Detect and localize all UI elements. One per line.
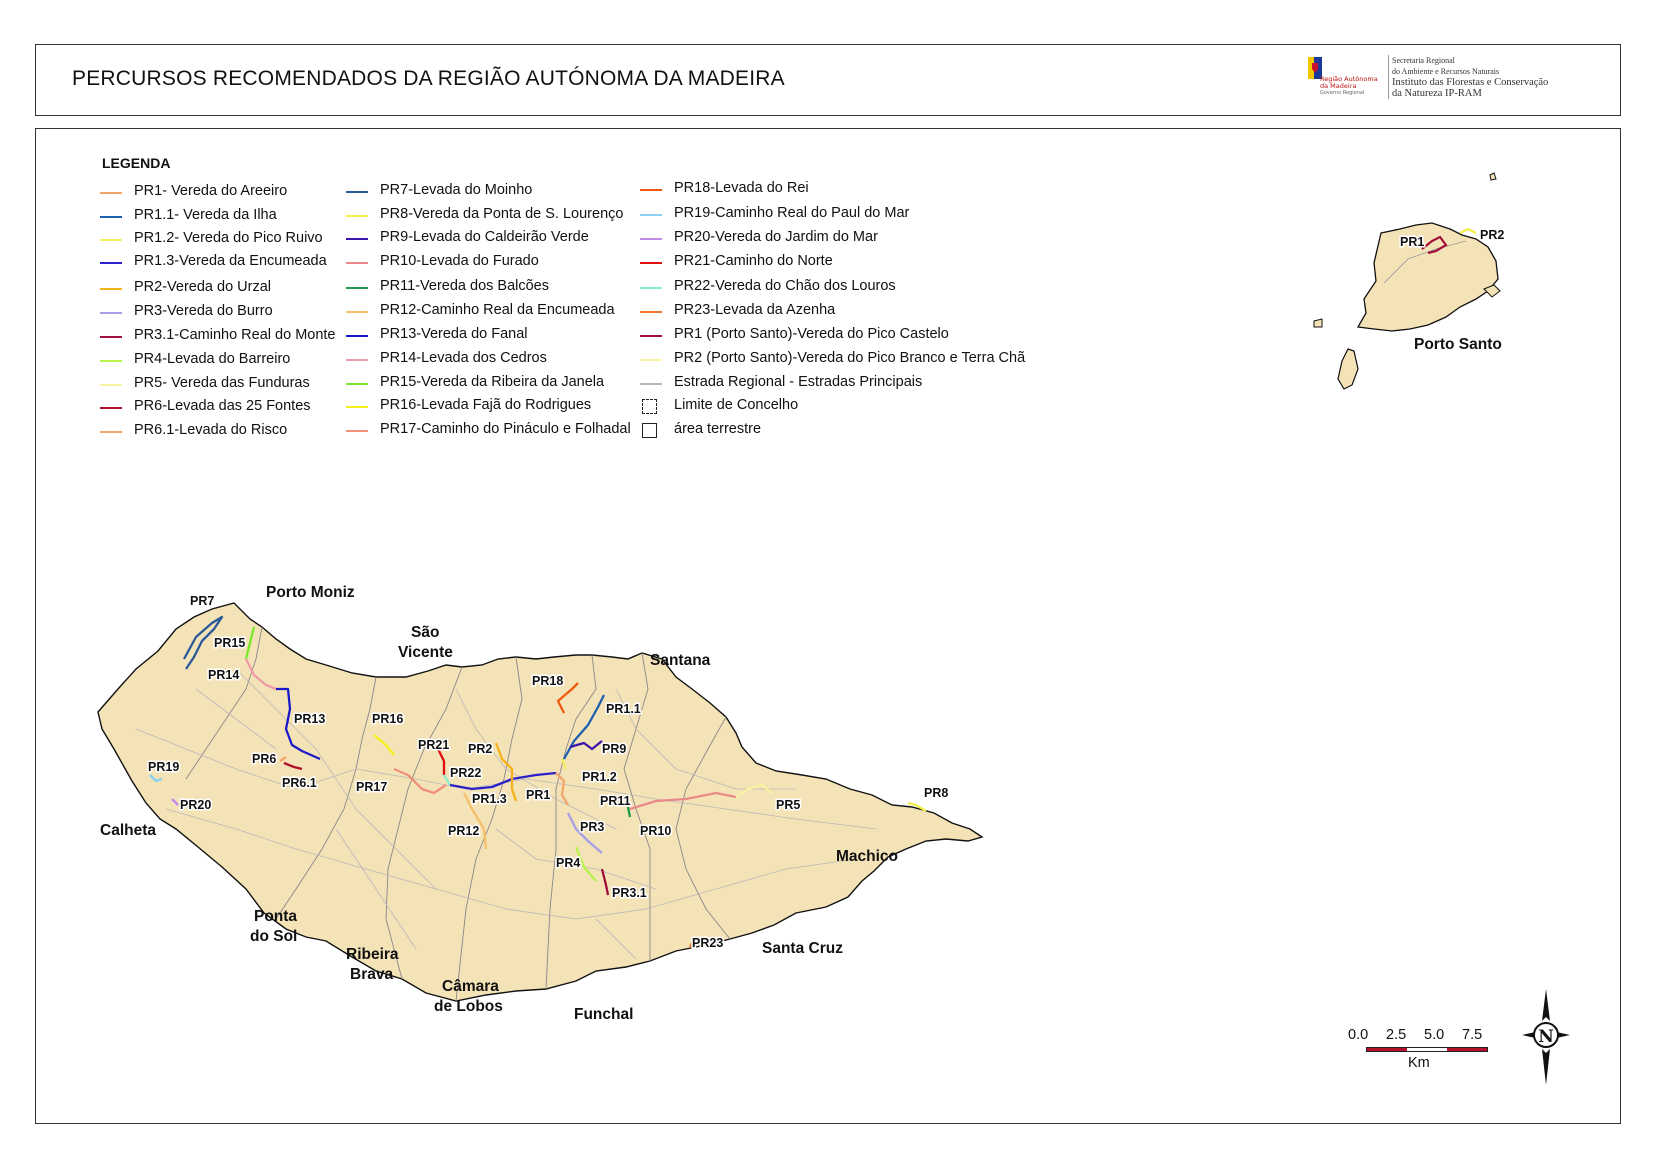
trail-label-pr3-1: PR3.1 [612, 886, 647, 900]
trail-label-pr16: PR16 [372, 712, 404, 726]
legend-label: PR17-Caminho do Pináculo e Folhadal [380, 421, 631, 437]
place-camara-lobos-1: Câmara [442, 978, 499, 995]
legend-label: PR6.1-Levada do Risco [134, 422, 288, 438]
place-funchal: Funchal [574, 1006, 634, 1023]
legend-label: PR22-Vereda do Chão dos Louros [674, 278, 896, 294]
trail-label-pr20: PR20 [180, 798, 212, 812]
trail-label-pr18: PR18 [532, 674, 564, 688]
place-calheta: Calheta [100, 822, 156, 839]
legend-label: PR1.1- Vereda da Ilha [134, 207, 277, 223]
scale-bar-graphic [1366, 1047, 1488, 1052]
legend-label: área terrestre [674, 421, 762, 437]
place-machico: Machico [836, 848, 899, 865]
legend-label: PR14-Levada dos Cedros [380, 350, 547, 366]
trail-label-pr8: PR8 [924, 786, 949, 800]
scale-tick-3: 7.5 [1462, 1027, 1483, 1043]
legend-label: PR9-Levada do Caldeirão Verde [380, 229, 589, 245]
trail-label-pr11: PR11 [600, 794, 631, 808]
porto-santo-islet-south [1338, 349, 1358, 389]
legend-label: PR2 (Porto Santo)-Vereda do Pico Branco e Terra Chã [674, 350, 1026, 366]
trail-label-pr1-3: PR1.3 [472, 792, 507, 806]
legend-label: PR21-Caminho do Norte [674, 253, 833, 269]
legend-label: PR3.1-Caminho Real do Monte [134, 327, 336, 343]
north-letter: N [1538, 1027, 1554, 1047]
place-ribeira-brava-2: Brava [350, 966, 394, 983]
north-arrow-icon [1520, 987, 1572, 1087]
ps-trail-pr2 [1460, 229, 1476, 233]
legend-label: PR1- Vereda do Areeiro [134, 183, 288, 199]
legend-label: PR10-Levada do Furado [380, 253, 539, 269]
trail-label-pr22: PR22 [450, 766, 482, 780]
place-ponta-sol-1: Ponta [254, 908, 298, 925]
legend-label: PR4-Levada do Barreiro [134, 351, 291, 367]
legend-label: PR23-Levada da Azenha [674, 302, 836, 318]
trail-label-pr7: PR7 [190, 594, 215, 608]
scale-unit: Km [1408, 1055, 1430, 1071]
trail-label-pr19: PR19 [148, 760, 180, 774]
legend-label: PR15-Vereda da Ribeira da Janela [380, 374, 605, 390]
institution-logo [1308, 55, 1598, 107]
legend-label: PR5- Vereda das Funduras [134, 375, 310, 391]
place-porto-moniz: Porto Moniz [266, 584, 355, 601]
map-canvas [36, 129, 1622, 1125]
legend-label: PR1.2- Vereda do Pico Ruivo [134, 230, 323, 246]
legend-label: PR13-Vereda do Fanal [380, 326, 528, 342]
region-logo-text: Região Autónoma da Madeira Governo Regional [1320, 75, 1378, 96]
scale-tick-1: 2.5 [1386, 1027, 1407, 1043]
trail-label-pr1-1: PR1.1 [606, 702, 641, 716]
trail-label-ps-pr1: PR1 [1400, 235, 1425, 249]
trail-label-ps-pr2: PR2 [1480, 228, 1505, 242]
trail-label-pr17: PR17 [356, 780, 388, 794]
legend-label: PR12-Caminho Real da Encumeada [380, 302, 615, 318]
legend-label: PR11-Vereda dos Balcões [380, 278, 550, 294]
scale-tick-2: 5.0 [1424, 1027, 1445, 1043]
porto-santo-island [1358, 223, 1498, 331]
trail-label-pr6-1: PR6.1 [282, 776, 317, 790]
madeira-island [98, 603, 982, 1001]
trail-label-pr5: PR5 [776, 798, 801, 812]
trail-label-pr21: PR21 [418, 738, 450, 752]
place-porto-santo: Porto Santo [1414, 336, 1502, 353]
legend-label: PR3-Vereda do Burro [134, 303, 273, 319]
scale-bar [1348, 1027, 1502, 1077]
map-header [35, 44, 1621, 116]
trail-label-pr4: PR4 [556, 856, 581, 870]
trail-label-pr23: PR23 [692, 936, 724, 950]
trail-label-pr1-2: PR1.2 [582, 770, 617, 784]
legend-label: PR6-Levada das 25 Fontes [134, 398, 311, 414]
legend-label: PR19-Caminho Real do Paul do Mar [674, 205, 910, 221]
trail-label-pr6: PR6 [252, 752, 277, 766]
scale-tick-0: 0.0 [1348, 1027, 1369, 1043]
porto-santo-islet-north [1490, 173, 1496, 180]
porto-santo-islet-west [1314, 319, 1322, 327]
legend-label: PR7-Levada do Moinho [380, 182, 533, 198]
trail-label-pr1: PR1 [526, 788, 551, 802]
legend-label: PR16-Levada Fajã do Rodrigues [380, 397, 592, 413]
legend-label: PR1 (Porto Santo)-Vereda do Pico Castelo [674, 326, 949, 342]
trail-label-pr14: PR14 [208, 668, 240, 682]
place-sao-vicente-1: São [411, 624, 440, 641]
place-santa-cruz: Santa Cruz [762, 940, 843, 957]
trail-label-pr15: PR15 [214, 636, 246, 650]
trail-label-pr13: PR13 [294, 712, 326, 726]
legend-label: PR20-Vereda do Jardim do Mar [674, 229, 878, 245]
trail-label-pr2: PR2 [468, 742, 493, 756]
institute-logo-text: Secretaria Regional do Ambiente e Recursos Naturais Instituto das Florestas e Conservação da Natureza IP-RAM [1388, 55, 1548, 99]
legend-label: Estrada Regional - Estradas Principais [674, 374, 923, 390]
legend-label: PR1.3-Vereda da Encumeada [134, 253, 327, 269]
trail-label-pr3: PR3 [580, 820, 605, 834]
page-title: PERCURSOS RECOMENDADOS DA REGIÃO AUTÓNOMA DA MADEIRA [72, 67, 785, 90]
legend-title: LEGENDA [102, 155, 171, 171]
place-santana: Santana [650, 652, 711, 669]
place-ribeira-brava-1: Ribeira [346, 946, 399, 963]
legend-label: PR8-Vereda da Ponta de S. Lourenço [380, 206, 624, 222]
place-ponta-sol-2: do Sol [250, 928, 298, 945]
trail-label-pr9: PR9 [602, 742, 627, 756]
place-camara-lobos-2: de Lobos [434, 998, 503, 1015]
legend-label: Limite de Concelho [674, 397, 799, 413]
trail-label-pr12: PR12 [448, 824, 480, 838]
trail-label-pr10: PR10 [640, 824, 672, 838]
map-frame [35, 128, 1621, 1124]
legend-label: PR2-Vereda do Urzal [134, 279, 272, 295]
legend-label: PR18-Levada do Rei [674, 180, 809, 196]
place-sao-vicente-2: Vicente [398, 644, 453, 661]
